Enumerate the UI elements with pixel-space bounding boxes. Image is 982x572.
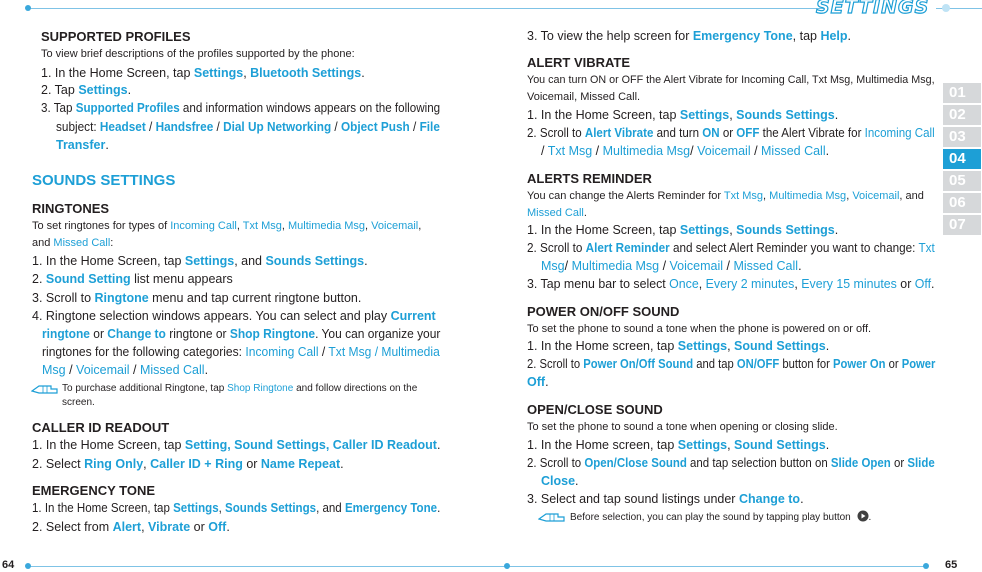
bottom-right-dot-icon (923, 563, 929, 569)
ringtones-heading: RINGTONES (32, 201, 110, 216)
open-close-step-1: 1. In the Home screen, tap Settings, Sound Settings. (527, 438, 830, 452)
chapter-tab-01[interactable]: 01 (943, 83, 981, 103)
alerts-reminder-desc: You can change the Alerts Reminder for Txt Msg, Multimedia Msg, Voicemail, and (527, 190, 924, 202)
chapter-tab-04[interactable]: 04 (943, 149, 981, 169)
supported-profiles-desc: To view brief descriptions of the profiles supported by the phone: (41, 48, 355, 60)
alert-vibrate-step-1: 1. In the Home Screen, tap Settings, Sounds Settings. (527, 108, 839, 122)
power-sound-desc: To set the phone to sound a tone when the phone is powered on or off. (527, 323, 872, 335)
ringtones-note: To purchase additional Ringtone, tap Shop Ringtone and follow directions on the (62, 383, 418, 394)
power-sound-step-1: 1. In the Home screen, tap Settings, Sound Settings. (527, 339, 830, 353)
alert-vibrate-desc-1: You can turn ON or OFF the Alert Vibrate for Incoming Call, Txt Msg, Multimedia Msg, (527, 74, 935, 86)
emergency-step-1: 1. In the Home Screen, tap Settings, Sounds Settings, and Emergency Tone. (32, 501, 441, 515)
emergency-step-3: 3. To view the help screen for Emergency Tone, tap Help. (527, 29, 852, 43)
supported-profiles-heading: SUPPORTED PROFILES (41, 29, 191, 44)
profiles-step-2: 2. Tap Settings. (41, 83, 132, 97)
open-close-step-3: 3. Select and tap sound listings under Change to. (527, 492, 804, 506)
page-number-right: 65 (945, 559, 958, 571)
alert-vibrate-step-2: 2. Scroll to Alert Vibrate and turn ON or OFF the Alert Vibrate for Incoming Call (527, 126, 935, 140)
chapter-tab-05[interactable]: 05 (943, 171, 981, 191)
caller-id-heading: CALLER ID READOUT (32, 420, 170, 435)
top-left-dot-icon (25, 5, 31, 11)
play-button-icon (857, 510, 869, 522)
chapter-tab-02[interactable]: 02 (943, 105, 981, 125)
chapter-tab-03[interactable]: 03 (943, 127, 981, 147)
profiles-step-1: 1. In the Home Screen, tap Settings, Bluetooth Settings. (41, 66, 365, 80)
alerts-reminder-step-2: 2. Scroll to Alert Reminder and select Alert Reminder you want to change: Txt (527, 241, 935, 255)
profiles-step-3-cont2: Transfer. (56, 138, 109, 152)
sounds-settings-heading: SOUNDS SETTINGS (32, 172, 176, 189)
alerts-reminder-step-2-cont: Msg/ Multimedia Msg / Voicemail / Missed Call. (541, 259, 802, 273)
note-hand-icon (538, 511, 566, 523)
ringtones-note-cont: screen. (62, 397, 95, 408)
alerts-reminder-step-3: 3. Tap menu bar to select Once, Every 2 minutes, Every 15 minutes or Off. (527, 277, 935, 291)
ringtones-step-4-cont2: ringtones for the following categories: Incoming Call / Txt Msg / Multimedia (42, 345, 440, 359)
bottom-left-dot-icon (25, 563, 31, 569)
caller-id-step-1: 1. In the Home Screen, tap Setting, Sound Settings, Caller ID Readout. (32, 438, 441, 452)
note-hand-icon (31, 383, 59, 395)
ringtones-step-4-cont: ringtone or Change to ringtone or Shop Ringtone. You can organize your (42, 327, 441, 341)
ringtones-step-4: 4. Ringtone selection windows appears. You can select and play Current (32, 309, 436, 323)
alerts-reminder-step-1: 1. In the Home Screen, tap Settings, Sounds Settings. (527, 223, 839, 237)
chapter-tabs (943, 83, 981, 237)
page-number-left: 64 (2, 559, 15, 571)
ringtones-step-1: 1. In the Home Screen, tap Settings, and Sounds Settings. (32, 254, 368, 268)
profiles-step-3: 3. Tap Supported Profiles and information windows appears on the following (41, 101, 441, 115)
alert-vibrate-step-2-cont: / Txt Msg / Multimedia Msg/ Voicemail / Missed Call. (541, 144, 830, 158)
emergency-tone-heading: EMERGENCY TONE (32, 483, 156, 498)
open-close-step-2-cont: Close. (541, 474, 579, 488)
alert-vibrate-heading: ALERT VIBRATE (527, 55, 631, 70)
ringtones-desc: To set ringtones for types of Incoming Call, Txt Msg, Multimedia Msg, Voicemail, (32, 220, 422, 232)
alerts-reminder-desc-cont: Missed Call. (527, 207, 587, 219)
chapter-tab-06[interactable]: 06 (943, 193, 981, 213)
open-close-note: Before selection, you can play the sound by tapping play button . (570, 512, 872, 523)
emergency-step-2: 2. Select from Alert, Vibrate or Off. (32, 520, 230, 534)
power-sound-heading: POWER ON/OFF SOUND (527, 304, 680, 319)
ringtones-step-3: 3. Scroll to Ringtone menu and tap current ringtone button. (32, 291, 362, 305)
bottom-center-dot-icon (504, 563, 510, 569)
ringtones-step-2: 2. Sound Setting list menu appears (32, 272, 233, 286)
alert-vibrate-desc-2: Voicemail, Missed Call. (527, 91, 641, 103)
top-rule (28, 8, 828, 9)
power-sound-step-2-cont: Off. (527, 375, 549, 389)
open-close-desc: To set the phone to sound a tone when opening or closing slide. (527, 421, 838, 433)
profiles-step-3-cont: subject: Headset / Handsfree / Dial Up Networking / Object Push / File (56, 120, 440, 134)
power-sound-step-2: 2. Scroll to Power On/Off Sound and tap ON/OFF button for Power On or Power (527, 357, 936, 371)
caller-id-step-2: 2. Select Ring Only, Caller ID + Ring or Name Repeat. (32, 457, 344, 471)
alerts-reminder-heading: ALERTS REMINDER (527, 171, 652, 186)
open-close-step-2: 2. Scroll to Open/Close Sound and tap selection button on Slide Open or Slide (527, 456, 935, 470)
ringtones-desc-cont: and Missed Call: (32, 237, 114, 249)
open-close-heading: OPEN/CLOSE SOUND (527, 402, 663, 417)
bottom-rule (28, 566, 928, 567)
ringtones-step-4-cont3: Msg / Voicemail / Missed Call. (42, 363, 209, 377)
section-title: SETTINGS (816, 0, 930, 18)
top-right-dot-icon (942, 4, 950, 12)
chapter-tab-07[interactable]: 07 (943, 215, 981, 235)
